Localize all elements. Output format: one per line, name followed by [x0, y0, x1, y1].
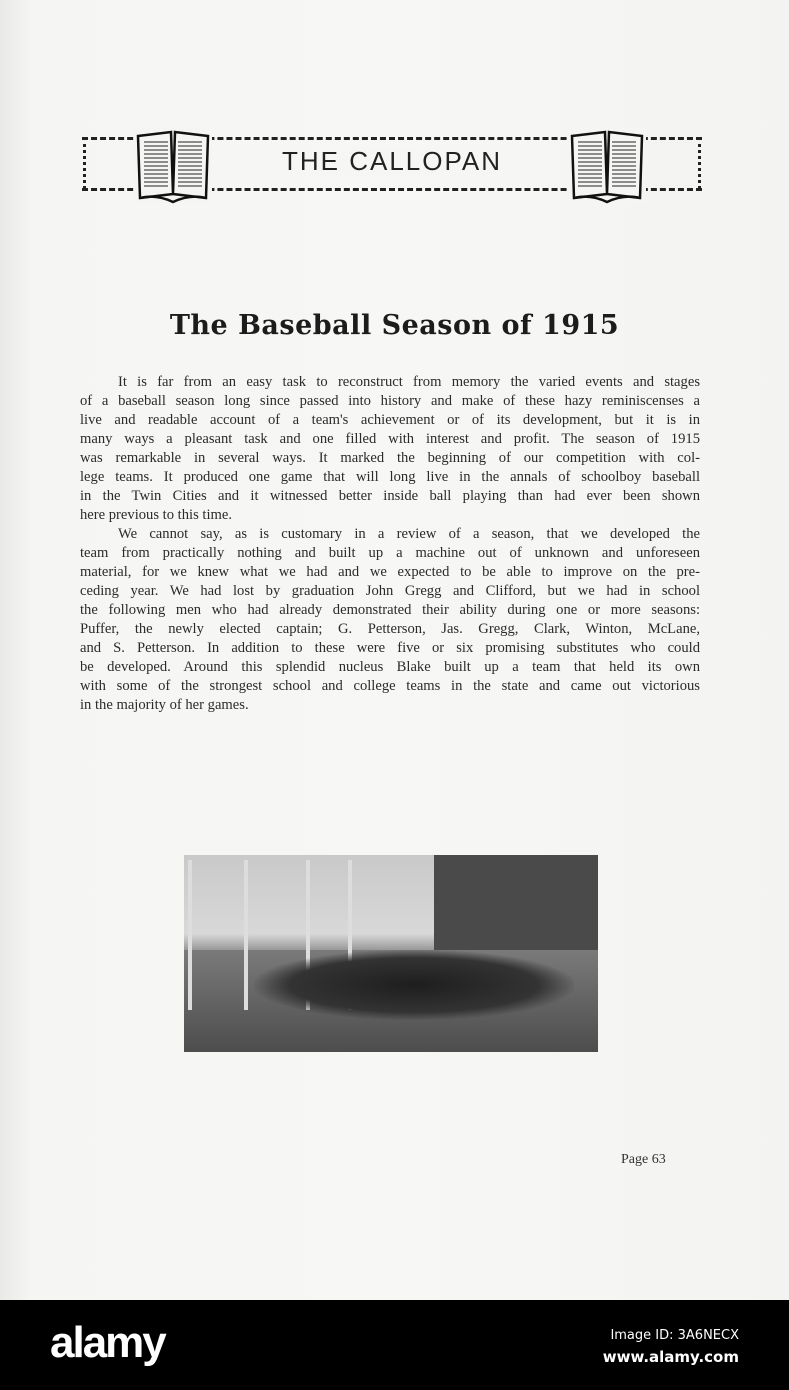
text-line: ceding year. We had lost by graduation John Gregg and Clifford, but we had in school	[80, 583, 700, 599]
photo-backstop-post	[188, 860, 192, 1010]
open-book-icon	[134, 128, 212, 204]
text-line: Puffer, the newly elected captain; G. Petterson, Jas. Gregg, Clark, Winton, McLane,	[80, 621, 700, 637]
text-line: material, for we knew what we had and we expected to be able to improve on the pre-	[80, 564, 700, 580]
text-line: here previous to this time.	[80, 507, 232, 523]
baseball-team-photo	[184, 855, 598, 1052]
watermark-banner	[0, 1300, 789, 1390]
text-line: It is far from an easy task to reconstruct from memory the varied events and stages	[118, 374, 700, 390]
site-url: www.alamy.com	[602, 1348, 739, 1366]
text-line: many ways a pleasant task and one filled with interest and profit. The season of 1915	[80, 431, 700, 447]
text-line: with some of the strongest school and college teams in the state and came out victorious	[80, 678, 700, 694]
text-line: and S. Petterson. In addition to these were five or six promising substitutes who could	[80, 640, 700, 656]
running-title: THE CALLOPAN	[232, 146, 552, 177]
text-line: in the majority of her games.	[80, 697, 249, 713]
page-number: Page 63	[621, 1152, 666, 1167]
text-line: lege teams. It produced one game that will long live in the annals of schoolboy baseball	[80, 469, 700, 485]
alamy-logo: alamy	[50, 1318, 165, 1367]
text-line: team from practically nothing and built up a machine out of unknown and unforeseen	[80, 545, 700, 561]
open-book-icon	[568, 128, 646, 204]
header-rule-right	[698, 137, 701, 189]
paragraph	[80, 373, 700, 525]
article-body	[80, 373, 700, 715]
text-line: was remarkable in several ways. It marked the beginning of our competition with col-	[80, 450, 700, 466]
article-title: The Baseball Season of 1915	[169, 310, 620, 341]
header-rule-left	[83, 137, 86, 189]
paragraph	[80, 525, 700, 715]
text-line: of a baseball season long since passed into history and make of these hazy reminiscenses a	[80, 393, 700, 409]
photo-players	[254, 950, 574, 1020]
photo-backstop-post	[244, 860, 248, 1010]
image-id: Image ID: 3A6NECX	[610, 1328, 739, 1343]
page-header-ornament	[82, 128, 702, 198]
text-line: the following men who had already demonstrated their ability during one or more seasons:	[80, 602, 700, 618]
photo-building	[434, 855, 598, 950]
text-line: in the Twin Cities and it witnessed better inside ball playing than had ever been shown	[80, 488, 700, 504]
text-line: live and readable account of a team's achievement or of its development, but it is in	[80, 412, 700, 428]
text-line: We cannot say, as is customary in a review of a season, that we developed the	[118, 526, 700, 542]
text-line: be developed. Around this splendid nucleus Blake built up a team that held its own	[80, 659, 700, 675]
